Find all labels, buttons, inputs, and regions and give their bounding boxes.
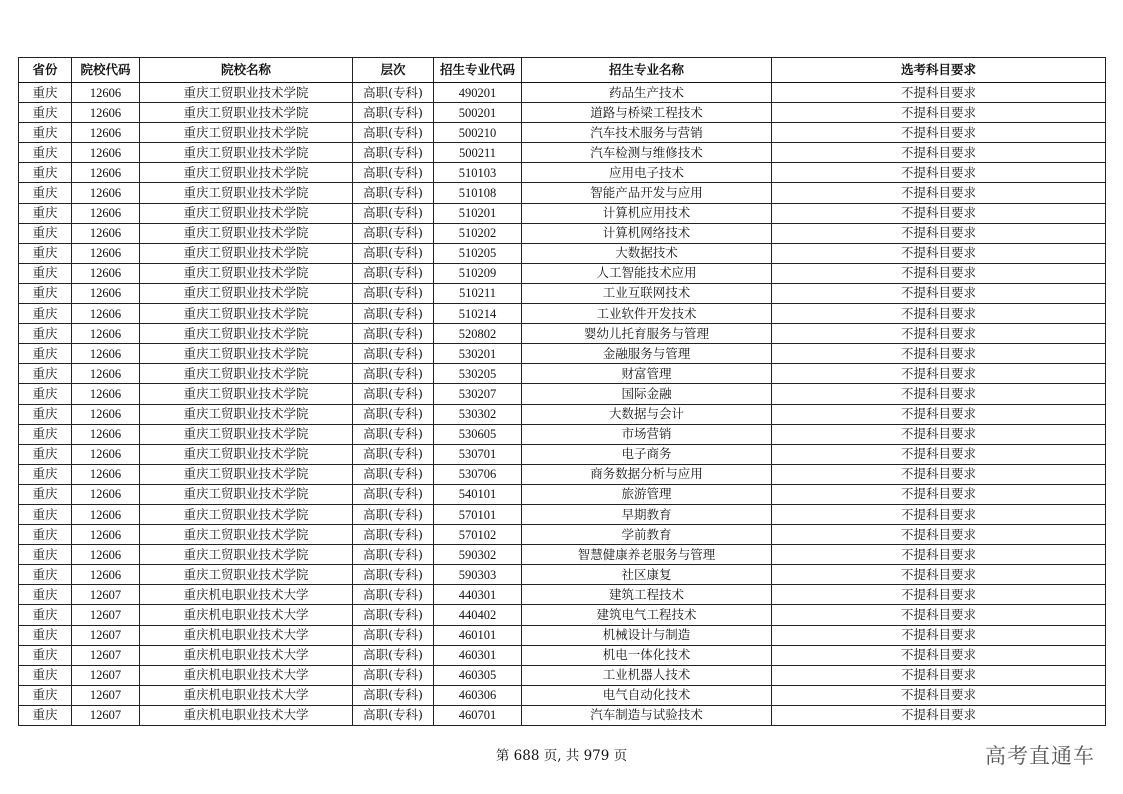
- cell-subject-requirement: 不提科目要求: [772, 645, 1106, 665]
- table-row: [19, 525, 1106, 545]
- table-row: [19, 143, 1106, 163]
- cell-province: 重庆: [19, 424, 72, 444]
- cell-major-code: 510201: [434, 203, 522, 223]
- cell-school-code: 12606: [72, 525, 140, 545]
- table-row: [19, 504, 1106, 524]
- cell-major-name: 药品生产技术: [522, 83, 772, 103]
- cell-school-name: 重庆工贸职业技术学院: [140, 565, 353, 585]
- cell-school-name: 重庆工贸职业技术学院: [140, 203, 353, 223]
- cell-major-name: 机电一体化技术: [522, 645, 772, 665]
- cell-subject-requirement: 不提科目要求: [772, 203, 1106, 223]
- cell-major-code: 520802: [434, 324, 522, 344]
- cell-province: 重庆: [19, 565, 72, 585]
- cell-school-name: 重庆机电职业技术大学: [140, 585, 353, 605]
- table-body: [19, 83, 1106, 726]
- cell-school-name: 重庆工贸职业技术学院: [140, 525, 353, 545]
- cell-school-code: 12607: [72, 705, 140, 725]
- cell-province: 重庆: [19, 364, 72, 384]
- cell-province: 重庆: [19, 504, 72, 524]
- cell-school-name: 重庆工贸职业技术学院: [140, 444, 353, 464]
- cell-province: 重庆: [19, 665, 72, 685]
- cell-subject-requirement: 不提科目要求: [772, 665, 1106, 685]
- header-school-name: 院校名称: [140, 58, 353, 83]
- cell-subject-requirement: 不提科目要求: [772, 324, 1106, 344]
- cell-level: 高职(专科): [353, 384, 434, 404]
- cell-level: 高职(专科): [353, 705, 434, 725]
- cell-school-code: 12606: [72, 223, 140, 243]
- cell-major-name: 大数据技术: [522, 243, 772, 263]
- cell-subject-requirement: 不提科目要求: [772, 464, 1106, 484]
- cell-major-code: 500211: [434, 143, 522, 163]
- cell-major-name: 工业软件开发技术: [522, 304, 772, 324]
- cell-major-name: 金融服务与管理: [522, 344, 772, 364]
- cell-major-code: 530207: [434, 384, 522, 404]
- cell-subject-requirement: 不提科目要求: [772, 263, 1106, 283]
- cell-school-code: 12606: [72, 364, 140, 384]
- cell-school-code: 12606: [72, 344, 140, 364]
- table-row: [19, 665, 1106, 685]
- cell-school-code: 12607: [72, 605, 140, 625]
- cell-level: 高职(专科): [353, 665, 434, 685]
- cell-subject-requirement: 不提科目要求: [772, 183, 1106, 203]
- cell-major-code: 570102: [434, 525, 522, 545]
- cell-subject-requirement: 不提科目要求: [772, 283, 1106, 303]
- cell-province: 重庆: [19, 605, 72, 625]
- cell-school-name: 重庆工贸职业技术学院: [140, 123, 353, 143]
- table-row: [19, 444, 1106, 464]
- cell-level: 高职(专科): [353, 183, 434, 203]
- cell-school-code: 12606: [72, 163, 140, 183]
- table-row: [19, 645, 1106, 665]
- cell-province: 重庆: [19, 283, 72, 303]
- cell-level: 高职(专科): [353, 283, 434, 303]
- cell-major-name: 汽车技术服务与营销: [522, 123, 772, 143]
- table-row: [19, 344, 1106, 364]
- cell-school-name: 重庆工贸职业技术学院: [140, 143, 353, 163]
- cell-level: 高职(专科): [353, 263, 434, 283]
- cell-school-name: 重庆工贸职业技术学院: [140, 424, 353, 444]
- cell-level: 高职(专科): [353, 364, 434, 384]
- cell-province: 重庆: [19, 625, 72, 645]
- cell-subject-requirement: 不提科目要求: [772, 384, 1106, 404]
- cell-province: 重庆: [19, 464, 72, 484]
- table-row: [19, 183, 1106, 203]
- cell-major-code: 440402: [434, 605, 522, 625]
- cell-school-code: 12606: [72, 123, 140, 143]
- cell-major-name: 电气自动化技术: [522, 685, 772, 705]
- cell-major-name: 道路与桥梁工程技术: [522, 103, 772, 123]
- cell-school-name: 重庆工贸职业技术学院: [140, 324, 353, 344]
- page-number: 第 688 页, 共 979 页: [495, 748, 628, 764]
- cell-school-code: 12606: [72, 484, 140, 504]
- cell-major-code: 510209: [434, 263, 522, 283]
- table-row: [19, 384, 1106, 404]
- cell-major-code: 590302: [434, 545, 522, 565]
- table-row: [19, 263, 1106, 283]
- cell-major-code: 530201: [434, 344, 522, 364]
- cell-level: 高职(专科): [353, 143, 434, 163]
- cell-school-name: 重庆工贸职业技术学院: [140, 464, 353, 484]
- cell-major-code: 460701: [434, 705, 522, 725]
- table-row: [19, 585, 1106, 605]
- cell-school-name: 重庆工贸职业技术学院: [140, 304, 353, 324]
- cell-major-code: 530605: [434, 424, 522, 444]
- admissions-table: [18, 57, 1106, 726]
- cell-school-name: 重庆工贸职业技术学院: [140, 283, 353, 303]
- cell-level: 高职(专科): [353, 123, 434, 143]
- table-row: [19, 304, 1106, 324]
- cell-level: 高职(专科): [353, 83, 434, 103]
- cell-level: 高职(专科): [353, 504, 434, 524]
- cell-school-code: 12606: [72, 143, 140, 163]
- cell-subject-requirement: 不提科目要求: [772, 143, 1106, 163]
- cell-province: 重庆: [19, 223, 72, 243]
- cell-level: 高职(专科): [353, 243, 434, 263]
- header-school-code: 院校代码: [72, 58, 140, 83]
- cell-province: 重庆: [19, 705, 72, 725]
- cell-level: 高职(专科): [353, 545, 434, 565]
- table-header-row: [19, 58, 1106, 83]
- cell-school-code: 12606: [72, 464, 140, 484]
- table-row: [19, 163, 1106, 183]
- cell-subject-requirement: 不提科目要求: [772, 705, 1106, 725]
- cell-major-code: 510205: [434, 243, 522, 263]
- cell-major-name: 社区康复: [522, 565, 772, 585]
- cell-subject-requirement: 不提科目要求: [772, 625, 1106, 645]
- cell-major-code: 530701: [434, 444, 522, 464]
- cell-major-name: 早期教育: [522, 504, 772, 524]
- table-row: [19, 103, 1106, 123]
- table-row: [19, 404, 1106, 424]
- cell-major-name: 工业互联网技术: [522, 283, 772, 303]
- cell-subject-requirement: 不提科目要求: [772, 163, 1106, 183]
- cell-subject-requirement: 不提科目要求: [772, 565, 1106, 585]
- cell-school-code: 12606: [72, 404, 140, 424]
- table-row: [19, 364, 1106, 384]
- cell-school-name: 重庆机电职业技术大学: [140, 605, 353, 625]
- cell-subject-requirement: 不提科目要求: [772, 585, 1106, 605]
- cell-province: 重庆: [19, 545, 72, 565]
- cell-subject-requirement: 不提科目要求: [772, 243, 1106, 263]
- cell-subject-requirement: 不提科目要求: [772, 123, 1106, 143]
- cell-major-name: 商务数据分析与应用: [522, 464, 772, 484]
- cell-level: 高职(专科): [353, 424, 434, 444]
- cell-school-name: 重庆工贸职业技术学院: [140, 545, 353, 565]
- cell-school-code: 12607: [72, 685, 140, 705]
- cell-major-code: 490201: [434, 83, 522, 103]
- cell-school-code: 12606: [72, 103, 140, 123]
- cell-major-name: 人工智能技术应用: [522, 263, 772, 283]
- cell-school-name: 重庆机电职业技术大学: [140, 645, 353, 665]
- header-level: 层次: [353, 58, 434, 83]
- cell-province: 重庆: [19, 103, 72, 123]
- cell-school-name: 重庆工贸职业技术学院: [140, 243, 353, 263]
- cell-school-code: 12607: [72, 665, 140, 685]
- cell-major-name: 电子商务: [522, 444, 772, 464]
- cell-major-code: 500210: [434, 123, 522, 143]
- cell-subject-requirement: 不提科目要求: [772, 344, 1106, 364]
- cell-level: 高职(专科): [353, 484, 434, 504]
- cell-level: 高职(专科): [353, 585, 434, 605]
- table-row: [19, 283, 1106, 303]
- cell-major-name: 汽车检测与维修技术: [522, 143, 772, 163]
- table-row: [19, 484, 1106, 504]
- cell-province: 重庆: [19, 585, 72, 605]
- cell-province: 重庆: [19, 324, 72, 344]
- cell-level: 高职(专科): [353, 444, 434, 464]
- cell-major-name: 旅游管理: [522, 484, 772, 504]
- cell-major-name: 婴幼儿托育服务与管理: [522, 324, 772, 344]
- cell-school-code: 12606: [72, 183, 140, 203]
- cell-level: 高职(专科): [353, 404, 434, 424]
- cell-school-code: 12606: [72, 263, 140, 283]
- cell-major-name: 市场营销: [522, 424, 772, 444]
- header-major-code: 招生专业代码: [434, 58, 522, 83]
- cell-level: 高职(专科): [353, 103, 434, 123]
- cell-subject-requirement: 不提科目要求: [772, 685, 1106, 705]
- table-row: [19, 83, 1106, 103]
- table-row: [19, 565, 1106, 585]
- table-row: [19, 685, 1106, 705]
- cell-major-code: 510202: [434, 223, 522, 243]
- table-row: [19, 464, 1106, 484]
- cell-school-name: 重庆工贸职业技术学院: [140, 103, 353, 123]
- cell-province: 重庆: [19, 123, 72, 143]
- cell-subject-requirement: 不提科目要求: [772, 444, 1106, 464]
- cell-school-code: 12606: [72, 203, 140, 223]
- cell-school-code: 12606: [72, 444, 140, 464]
- cell-level: 高职(专科): [353, 203, 434, 223]
- cell-major-code: 530706: [434, 464, 522, 484]
- cell-subject-requirement: 不提科目要求: [772, 404, 1106, 424]
- cell-province: 重庆: [19, 384, 72, 404]
- cell-major-name: 计算机应用技术: [522, 203, 772, 223]
- cell-school-code: 12606: [72, 545, 140, 565]
- cell-subject-requirement: 不提科目要求: [772, 83, 1106, 103]
- header-province: 省份: [19, 58, 72, 83]
- cell-major-name: 计算机网络技术: [522, 223, 772, 243]
- table-row: [19, 324, 1106, 344]
- watermark-text: 高考直通车: [985, 744, 1095, 768]
- cell-major-code: 590303: [434, 565, 522, 585]
- cell-province: 重庆: [19, 685, 72, 705]
- table-row: [19, 705, 1106, 725]
- cell-level: 高职(专科): [353, 525, 434, 545]
- table-row: [19, 605, 1106, 625]
- cell-major-name: 财富管理: [522, 364, 772, 384]
- cell-school-name: 重庆工贸职业技术学院: [140, 263, 353, 283]
- cell-level: 高职(专科): [353, 163, 434, 183]
- cell-major-name: 建筑工程技术: [522, 585, 772, 605]
- cell-school-code: 12606: [72, 304, 140, 324]
- cell-subject-requirement: 不提科目要求: [772, 504, 1106, 524]
- cell-level: 高职(专科): [353, 223, 434, 243]
- cell-major-name: 工业机器人技术: [522, 665, 772, 685]
- cell-major-name: 应用电子技术: [522, 163, 772, 183]
- cell-school-name: 重庆机电职业技术大学: [140, 665, 353, 685]
- cell-subject-requirement: 不提科目要求: [772, 223, 1106, 243]
- cell-subject-requirement: 不提科目要求: [772, 364, 1106, 384]
- cell-school-name: 重庆工贸职业技术学院: [140, 404, 353, 424]
- cell-major-code: 510108: [434, 183, 522, 203]
- cell-province: 重庆: [19, 263, 72, 283]
- cell-school-code: 12606: [72, 424, 140, 444]
- cell-level: 高职(专科): [353, 304, 434, 324]
- table-row: [19, 625, 1106, 645]
- cell-school-code: 12606: [72, 83, 140, 103]
- cell-major-code: 460305: [434, 665, 522, 685]
- cell-level: 高职(专科): [353, 324, 434, 344]
- table-row: [19, 223, 1106, 243]
- cell-level: 高职(专科): [353, 565, 434, 585]
- cell-province: 重庆: [19, 444, 72, 464]
- cell-level: 高职(专科): [353, 464, 434, 484]
- cell-major-code: 510214: [434, 304, 522, 324]
- cell-province: 重庆: [19, 525, 72, 545]
- cell-school-name: 重庆工贸职业技术学院: [140, 484, 353, 504]
- cell-major-code: 500201: [434, 103, 522, 123]
- cell-school-code: 12606: [72, 324, 140, 344]
- cell-major-name: 国际金融: [522, 384, 772, 404]
- cell-province: 重庆: [19, 645, 72, 665]
- cell-school-code: 12607: [72, 585, 140, 605]
- table-row: [19, 243, 1106, 263]
- table-row: [19, 123, 1106, 143]
- header-subject-requirement: 选考科目要求: [772, 58, 1106, 83]
- cell-school-name: 重庆工贸职业技术学院: [140, 163, 353, 183]
- cell-province: 重庆: [19, 404, 72, 424]
- cell-province: 重庆: [19, 243, 72, 263]
- cell-province: 重庆: [19, 203, 72, 223]
- cell-major-code: 460306: [434, 685, 522, 705]
- cell-school-code: 12606: [72, 384, 140, 404]
- cell-level: 高职(专科): [353, 645, 434, 665]
- cell-school-code: 12607: [72, 625, 140, 645]
- cell-province: 重庆: [19, 344, 72, 364]
- table-row: [19, 424, 1106, 444]
- cell-province: 重庆: [19, 143, 72, 163]
- cell-major-code: 570101: [434, 504, 522, 524]
- cell-province: 重庆: [19, 83, 72, 103]
- cell-school-name: 重庆机电职业技术大学: [140, 705, 353, 725]
- cell-school-code: 12606: [72, 504, 140, 524]
- cell-school-code: 12606: [72, 565, 140, 585]
- cell-major-name: 机械设计与制造: [522, 625, 772, 645]
- cell-province: 重庆: [19, 183, 72, 203]
- cell-major-code: 440301: [434, 585, 522, 605]
- cell-major-code: 460101: [434, 625, 522, 645]
- cell-level: 高职(专科): [353, 605, 434, 625]
- cell-school-code: 12607: [72, 645, 140, 665]
- cell-school-name: 重庆工贸职业技术学院: [140, 183, 353, 203]
- cell-major-code: 540101: [434, 484, 522, 504]
- cell-subject-requirement: 不提科目要求: [772, 304, 1106, 324]
- cell-province: 重庆: [19, 484, 72, 504]
- cell-level: 高职(专科): [353, 685, 434, 705]
- cell-major-name: 建筑电气工程技术: [522, 605, 772, 625]
- cell-school-name: 重庆机电职业技术大学: [140, 685, 353, 705]
- cell-subject-requirement: 不提科目要求: [772, 424, 1106, 444]
- cell-level: 高职(专科): [353, 625, 434, 645]
- cell-major-code: 530302: [434, 404, 522, 424]
- cell-level: 高职(专科): [353, 344, 434, 364]
- cell-major-name: 智慧健康养老服务与管理: [522, 545, 772, 565]
- cell-major-name: 汽车制造与试验技术: [522, 705, 772, 725]
- cell-school-name: 重庆工贸职业技术学院: [140, 83, 353, 103]
- cell-school-name: 重庆工贸职业技术学院: [140, 223, 353, 243]
- cell-school-code: 12606: [72, 283, 140, 303]
- table-row: [19, 203, 1106, 223]
- cell-school-name: 重庆工贸职业技术学院: [140, 384, 353, 404]
- cell-subject-requirement: 不提科目要求: [772, 545, 1106, 565]
- cell-subject-requirement: 不提科目要求: [772, 605, 1106, 625]
- table-row: [19, 545, 1106, 565]
- header-major-name: 招生专业名称: [522, 58, 772, 83]
- cell-major-name: 智能产品开发与应用: [522, 183, 772, 203]
- cell-major-code: 510103: [434, 163, 522, 183]
- cell-school-name: 重庆工贸职业技术学院: [140, 504, 353, 524]
- cell-subject-requirement: 不提科目要求: [772, 525, 1106, 545]
- cell-subject-requirement: 不提科目要求: [772, 484, 1106, 504]
- cell-school-name: 重庆工贸职业技术学院: [140, 364, 353, 384]
- cell-major-name: 学前教育: [522, 525, 772, 545]
- cell-school-name: 重庆机电职业技术大学: [140, 625, 353, 645]
- cell-major-code: 530205: [434, 364, 522, 384]
- cell-major-name: 大数据与会计: [522, 404, 772, 424]
- cell-school-code: 12606: [72, 243, 140, 263]
- cell-province: 重庆: [19, 163, 72, 183]
- cell-school-name: 重庆工贸职业技术学院: [140, 344, 353, 364]
- cell-subject-requirement: 不提科目要求: [772, 103, 1106, 123]
- cell-major-code: 510211: [434, 283, 522, 303]
- cell-major-code: 460301: [434, 645, 522, 665]
- cell-province: 重庆: [19, 304, 72, 324]
